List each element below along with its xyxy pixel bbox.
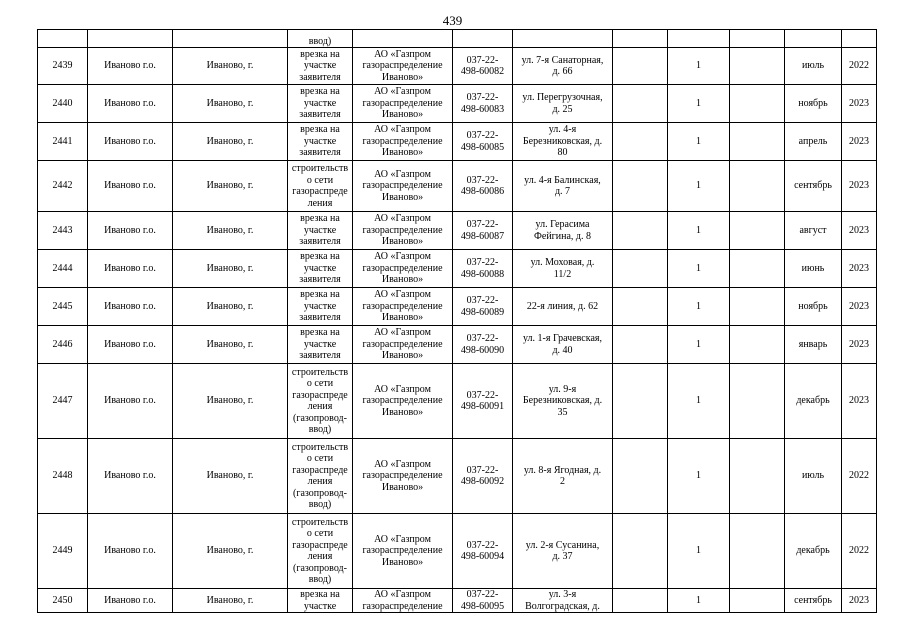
- cell-blank2: [730, 326, 785, 364]
- cell-blank2: [730, 514, 785, 589]
- cell-count: 1: [668, 364, 730, 439]
- cell-year: 2023: [842, 85, 877, 123]
- cell-org: АО «Газпром газораспределение Иваново»: [353, 514, 453, 589]
- cell-locality: Иваново, г.: [173, 326, 288, 364]
- cell-month: июль: [785, 439, 842, 514]
- cell-address: ул. 9-я Березниковская, д. 35: [513, 364, 613, 439]
- cell-count: 1: [668, 161, 730, 212]
- cell-org: АО «Газпром газораспределение Иваново»: [353, 48, 453, 85]
- table-row: [38, 364, 877, 439]
- cell-org: АО «Газпром газораспределение Иваново»: [353, 123, 453, 161]
- cell-work-type: врезка на участке: [288, 589, 353, 613]
- cell-address: ул. 3-я Волгоградская, д.: [513, 589, 613, 613]
- cell-work-type: строительств о сети газораспреде ления (газопровод- ввод): [288, 439, 353, 514]
- cell-blank1: [613, 48, 668, 85]
- cell-code: 037-22- 498-60091: [453, 364, 513, 439]
- cell-org: АО «Газпром газораспределение Иваново»: [353, 326, 453, 364]
- cell-code: 037-22- 498-60085: [453, 123, 513, 161]
- cell-address: ул. 1-я Грачевская, д. 40: [513, 326, 613, 364]
- cell-work-type: строительств о сети газораспреде ления (газопровод- ввод): [288, 364, 353, 439]
- cell-year: 2022: [842, 514, 877, 589]
- cell-blank2: [730, 439, 785, 514]
- cell-blank2: [730, 48, 785, 85]
- cell-work-type: врезка на участке заявителя: [288, 48, 353, 85]
- cell-year: 2022: [842, 439, 877, 514]
- cell-blank2: [730, 250, 785, 288]
- cell-blank1: [613, 212, 668, 250]
- cell-num: 2444: [38, 250, 88, 288]
- cell-year: 2023: [842, 250, 877, 288]
- cell-month: январь: [785, 326, 842, 364]
- cell-work-type: врезка на участке заявителя: [288, 326, 353, 364]
- cell-count: 1: [668, 48, 730, 85]
- cell-code: 037-22- 498-60083: [453, 85, 513, 123]
- cell-locality: Иваново, г.: [173, 212, 288, 250]
- cell-work-type: врезка на участке заявителя: [288, 85, 353, 123]
- cell-work-type: врезка на участке заявителя: [288, 123, 353, 161]
- cell-year: 2023: [842, 364, 877, 439]
- cell-month: апрель: [785, 123, 842, 161]
- cell-address: ул. Перегрузочная, д. 25: [513, 85, 613, 123]
- table-row: [38, 123, 877, 161]
- cell-locality: Иваново, г.: [173, 85, 288, 123]
- table-row: [38, 288, 877, 326]
- table-row: [38, 212, 877, 250]
- cell-work-type: врезка на участке заявителя: [288, 212, 353, 250]
- cell-num: 2441: [38, 123, 88, 161]
- cell-work-type: строительств о сети газораспреде ления (газопровод- ввод): [288, 514, 353, 589]
- cell-address: ул. Герасима Фейгина, д. 8: [513, 212, 613, 250]
- cell-work-type: ввод): [288, 30, 353, 48]
- cell-year: 2023: [842, 123, 877, 161]
- cell-month: сентябрь: [785, 589, 842, 613]
- cell-org: АО «Газпром газораспределение Иваново»: [353, 364, 453, 439]
- cell-count: 1: [668, 288, 730, 326]
- cell-district: Иваново г.о.: [88, 439, 173, 514]
- cell-code: 037-22- 498-60094: [453, 514, 513, 589]
- cell-blank1: [613, 364, 668, 439]
- cell-num: 2446: [38, 326, 88, 364]
- cell-address: ул. 4-я Березниковская, д. 80: [513, 123, 613, 161]
- cell-district: Иваново г.о.: [88, 212, 173, 250]
- cell-count: 1: [668, 439, 730, 514]
- cell-num: 2443: [38, 212, 88, 250]
- cell-num: 2445: [38, 288, 88, 326]
- table-row: [38, 161, 877, 212]
- cell-locality: Иваново, г.: [173, 288, 288, 326]
- cell-blank2: [730, 123, 785, 161]
- cell-district: Иваново г.о.: [88, 364, 173, 439]
- cell-locality: Иваново, г.: [173, 250, 288, 288]
- cell-month: июль: [785, 48, 842, 85]
- cell-blank1: [613, 288, 668, 326]
- cell-blank2: [730, 161, 785, 212]
- cell-blank1: [613, 161, 668, 212]
- table-row: [38, 48, 877, 85]
- cell-count: 1: [668, 514, 730, 589]
- cell-work-type: строительств о сети газораспреде ления: [288, 161, 353, 212]
- cell-year: 2023: [842, 288, 877, 326]
- cell-district: Иваново г.о.: [88, 288, 173, 326]
- cell-count: 1: [668, 85, 730, 123]
- cell-code: 037-22- 498-60086: [453, 161, 513, 212]
- cell-locality: Иваново, г.: [173, 364, 288, 439]
- cell-blank1: [613, 589, 668, 613]
- cell-locality: Иваново, г.: [173, 48, 288, 85]
- cell-month: декабрь: [785, 514, 842, 589]
- cell-locality: Иваново, г.: [173, 123, 288, 161]
- cell-count: 1: [668, 212, 730, 250]
- cell-year: 2023: [842, 326, 877, 364]
- table-row: [38, 85, 877, 123]
- cell-month: ноябрь: [785, 288, 842, 326]
- cell-code: 037-22- 498-60090: [453, 326, 513, 364]
- cell-blank1: [613, 439, 668, 514]
- cell-blank1: [613, 326, 668, 364]
- cell-org: АО «Газпром газораспределение Иваново»: [353, 250, 453, 288]
- cell-district: Иваново г.о.: [88, 250, 173, 288]
- cell-district: Иваново г.о.: [88, 589, 173, 613]
- table-row-partial: [38, 30, 877, 48]
- cell-num: 2447: [38, 364, 88, 439]
- cell-work-type: врезка на участке заявителя: [288, 250, 353, 288]
- cell-blank2: [730, 589, 785, 613]
- cell-address: ул. Моховая, д. 11/2: [513, 250, 613, 288]
- cell-code: 037-22- 498-60092: [453, 439, 513, 514]
- cell-month: июнь: [785, 250, 842, 288]
- cell-year: 2022: [842, 48, 877, 85]
- data-table: [37, 29, 877, 613]
- cell-num: 2449: [38, 514, 88, 589]
- cell-count: 1: [668, 250, 730, 288]
- cell-year: 2023: [842, 212, 877, 250]
- cell-address: ул. 7-я Санаторная, д. 66: [513, 48, 613, 85]
- cell-blank1: [613, 514, 668, 589]
- cell-org: АО «Газпром газораспределение Иваново»: [353, 212, 453, 250]
- cell-year: 2023: [842, 161, 877, 212]
- cell-blank2: [730, 288, 785, 326]
- cell-address: 22-я линия, д. 62: [513, 288, 613, 326]
- cell-blank1: [613, 250, 668, 288]
- cell-code: 037-22- 498-60088: [453, 250, 513, 288]
- cell-district: Иваново г.о.: [88, 514, 173, 589]
- cell-code: 037-22- 498-60087: [453, 212, 513, 250]
- cell-blank2: [730, 364, 785, 439]
- cell-blank2: [730, 212, 785, 250]
- cell-count: 1: [668, 123, 730, 161]
- cell-num: 2439: [38, 48, 88, 85]
- cell-num: 2440: [38, 85, 88, 123]
- cell-org: АО «Газпром газораспределение Иваново»: [353, 161, 453, 212]
- cell-district: Иваново г.о.: [88, 85, 173, 123]
- cell-count: 1: [668, 326, 730, 364]
- cell-address: ул. 8-я Ягодная, д. 2: [513, 439, 613, 514]
- table-row: [38, 439, 877, 514]
- cell-year: 2023: [842, 589, 877, 613]
- table-row: [38, 250, 877, 288]
- cell-blank1: [613, 123, 668, 161]
- cell-code: 037-22- 498-60089: [453, 288, 513, 326]
- cell-org: АО «Газпром газораспределение Иваново»: [353, 288, 453, 326]
- cell-work-type: врезка на участке заявителя: [288, 288, 353, 326]
- cell-district: Иваново г.о.: [88, 326, 173, 364]
- cell-month: декабрь: [785, 364, 842, 439]
- page-number: 439: [442, 13, 463, 28]
- cell-count: 1: [668, 589, 730, 613]
- cell-code: 037-22- 498-60082: [453, 48, 513, 85]
- table-row: [38, 326, 877, 364]
- cell-blank2: [730, 85, 785, 123]
- table-row: [38, 589, 877, 613]
- cell-locality: Иваново, г.: [173, 514, 288, 589]
- cell-locality: Иваново, г.: [173, 161, 288, 212]
- cell-org: АО «Газпром газораспределение Иваново»: [353, 439, 453, 514]
- cell-locality: Иваново, г.: [173, 439, 288, 514]
- cell-month: август: [785, 212, 842, 250]
- cell-month: ноябрь: [785, 85, 842, 123]
- cell-address: ул. 2-я Сусанина, д. 37: [513, 514, 613, 589]
- cell-month: сентябрь: [785, 161, 842, 212]
- cell-org: АО «Газпром газораспределение Иваново»: [353, 85, 453, 123]
- cell-org: АО «Газпром газораспределение: [353, 589, 453, 613]
- cell-address: ул. 4-я Балинская, д. 7: [513, 161, 613, 212]
- cell-num: 2450: [38, 589, 88, 613]
- cell-num: 2448: [38, 439, 88, 514]
- cell-code: 037-22- 498-60095: [453, 589, 513, 613]
- cell-district: Иваново г.о.: [88, 161, 173, 212]
- cell-num: 2442: [38, 161, 88, 212]
- cell-blank1: [613, 85, 668, 123]
- cell-locality: Иваново, г.: [173, 589, 288, 613]
- cell-district: Иваново г.о.: [88, 48, 173, 85]
- cell-district: Иваново г.о.: [88, 123, 173, 161]
- table-row: [38, 514, 877, 589]
